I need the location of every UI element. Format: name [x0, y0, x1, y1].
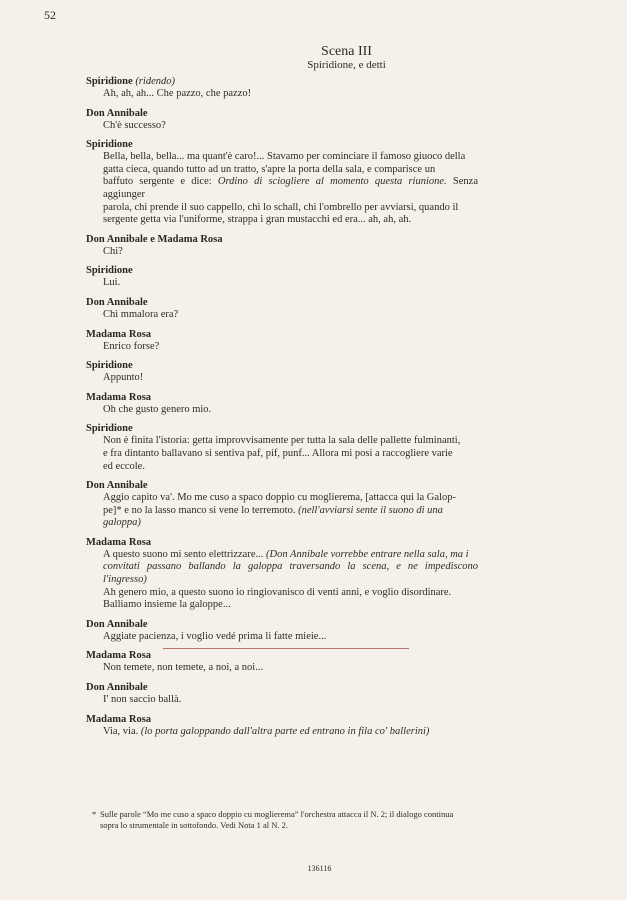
speech-text: Via, via.	[103, 725, 141, 737]
speech-text: baffuto sergente e dice:	[103, 176, 218, 188]
speech-line: Chi mmalora era?	[103, 308, 179, 320]
speaker-name: Don Annibale	[86, 682, 148, 694]
speech-line: Ah genero mio, a questo suono io ringiovanisco di venti anni, e voglio disordinare.	[103, 586, 452, 598]
stage-direction: convitati passano ballando la galoppa traversando la scena, e ne impediscono l'ingresso)	[103, 561, 478, 586]
speech-line	[103, 505, 478, 518]
speech-block	[86, 138, 478, 227]
speaker-name: Don Annibale	[86, 618, 148, 630]
page-number: 52	[44, 8, 56, 22]
speaker-name: Spiridione	[86, 139, 133, 151]
speech-line: Non è finita l'istoria: getta improvvisamente per tutta la sala delle pallette fulminanti,	[103, 435, 461, 447]
stage-direction: (Don Annibale vorrebbe entrare nella sala, ma i	[266, 548, 469, 560]
speech-block	[86, 681, 478, 707]
speech-line: I' non saccio ballà.	[103, 694, 182, 706]
scene-title: Scena III	[321, 44, 372, 59]
speech-block	[86, 618, 478, 644]
speech-line: Lui.	[103, 277, 121, 289]
speech-block	[86, 713, 478, 739]
speech-block	[86, 479, 478, 530]
speech-text: pe]* e no la lasso manco si vene lo terremoto.	[103, 504, 299, 516]
section-divider	[163, 648, 409, 649]
speech-block	[86, 296, 478, 322]
speech-block	[86, 422, 478, 473]
speech-line	[103, 517, 478, 530]
speech-line: Oh che gusto genero mio.	[103, 403, 212, 415]
speaker-name: Spiridione	[86, 423, 133, 435]
speaker-name: Spiridione	[86, 360, 133, 372]
speech-line: ed eccole.	[103, 460, 145, 472]
speech-line: Bella, bella, bella... ma quant'è caro!... Stavamo per cominciare il famoso giuoco della	[103, 151, 466, 163]
speech-block	[86, 328, 478, 354]
speaker-name: Don Annibale	[86, 296, 148, 308]
speaker-name: Don Annibale	[86, 107, 148, 119]
stage-direction: (lo porta galoppando dall'altra parte ed entrano in fila co' ballerini)	[140, 725, 430, 737]
footnote-line: sopra lo strumentale in sottofondo. Vedi Nota 1 al N. 2.	[100, 819, 288, 830]
speech-line: Enrico forse?	[103, 340, 160, 352]
speech-line: sergente getta via l'uniforme, strappa i gran mustacchi ed era... ah, ah, ah.	[103, 214, 412, 226]
speech-block	[86, 264, 478, 290]
speech-block	[86, 233, 478, 259]
speech-line: Ch'è successo?	[103, 119, 166, 131]
speech-line	[103, 561, 478, 586]
speech-line: Aggiate pacienza, i voglio vedé prima li fatte mieie...	[103, 630, 327, 642]
footnote-mark: *	[92, 809, 97, 819]
speech-line	[103, 726, 478, 739]
speech-line: e fra dintanto ballavano si sentiva paf, pif, punf... Allora mi posi a raccogliere varie	[103, 447, 453, 459]
speech-block	[86, 536, 478, 612]
speech-line: Chi?	[103, 245, 123, 257]
stage-direction: Ordino di sciogliere al momento questa riunione.	[217, 176, 447, 188]
stage-direction: (nell'avviarsi sente il suono di una	[298, 504, 443, 516]
speech-text: Senza aggiunger	[103, 176, 478, 200]
speech-block	[86, 391, 478, 417]
catalog-number: 136116	[307, 864, 332, 873]
stage-direction: galoppa)	[103, 517, 141, 529]
speaker-label: Spiridione	[86, 76, 133, 87]
speech-block	[86, 75, 478, 101]
footnote	[92, 809, 477, 830]
speech-line: Aggio capito va'. Mo me cuso a spaco doppio cu moglierema, [attacca qui la Galop-	[103, 492, 456, 504]
speaker-name: Don Annibale e Madama Rosa	[86, 233, 223, 245]
speaker-name	[86, 75, 478, 88]
speaker-name: Madama Rosa	[86, 391, 152, 403]
scene-subtitle: Spiridione, e detti	[307, 59, 386, 71]
speech-text: A questo suono mi sento elettrizzare...	[103, 548, 267, 560]
speech-line: Non temete, non temete, a noi, a noi...	[103, 662, 264, 674]
speech-line	[103, 176, 478, 201]
speech-line: gatta cieca, quando tutto ad un tratto, s'apre la porta della sala, e comparisce un	[103, 163, 436, 175]
speech-line: Balliamo insieme la galoppe...	[103, 599, 231, 611]
speech-block	[86, 359, 478, 385]
speech-line: parola, chi prende il suo cappello, chi lo schall, chi l'ombrello per avviarsi, quando il	[103, 201, 459, 213]
dialogue	[86, 75, 478, 744]
footnote-text: Sulle parole “Mo me cuso a spaco doppio cu moglierema” l'orchestra attacca il N. 2; il dialogo continua	[100, 809, 454, 819]
speaker-name: Spiridione	[86, 265, 133, 277]
speech-block	[86, 107, 478, 133]
speaker-name: Madama Rosa	[86, 713, 152, 725]
speech-line: Appunto!	[103, 372, 144, 384]
footnote-line	[92, 809, 477, 820]
speech-line	[103, 549, 478, 562]
speaker-name: Madama Rosa	[86, 536, 152, 548]
stage-direction: (ridendo)	[135, 76, 175, 87]
speaker-name: Madama Rosa	[86, 328, 152, 340]
speaker-name: Madama Rosa	[86, 650, 152, 662]
speech-line: Ah, ah, ah... Che pazzo, che pazzo!	[103, 88, 252, 99]
speech-block	[86, 649, 478, 675]
speaker-name: Don Annibale	[86, 480, 148, 492]
